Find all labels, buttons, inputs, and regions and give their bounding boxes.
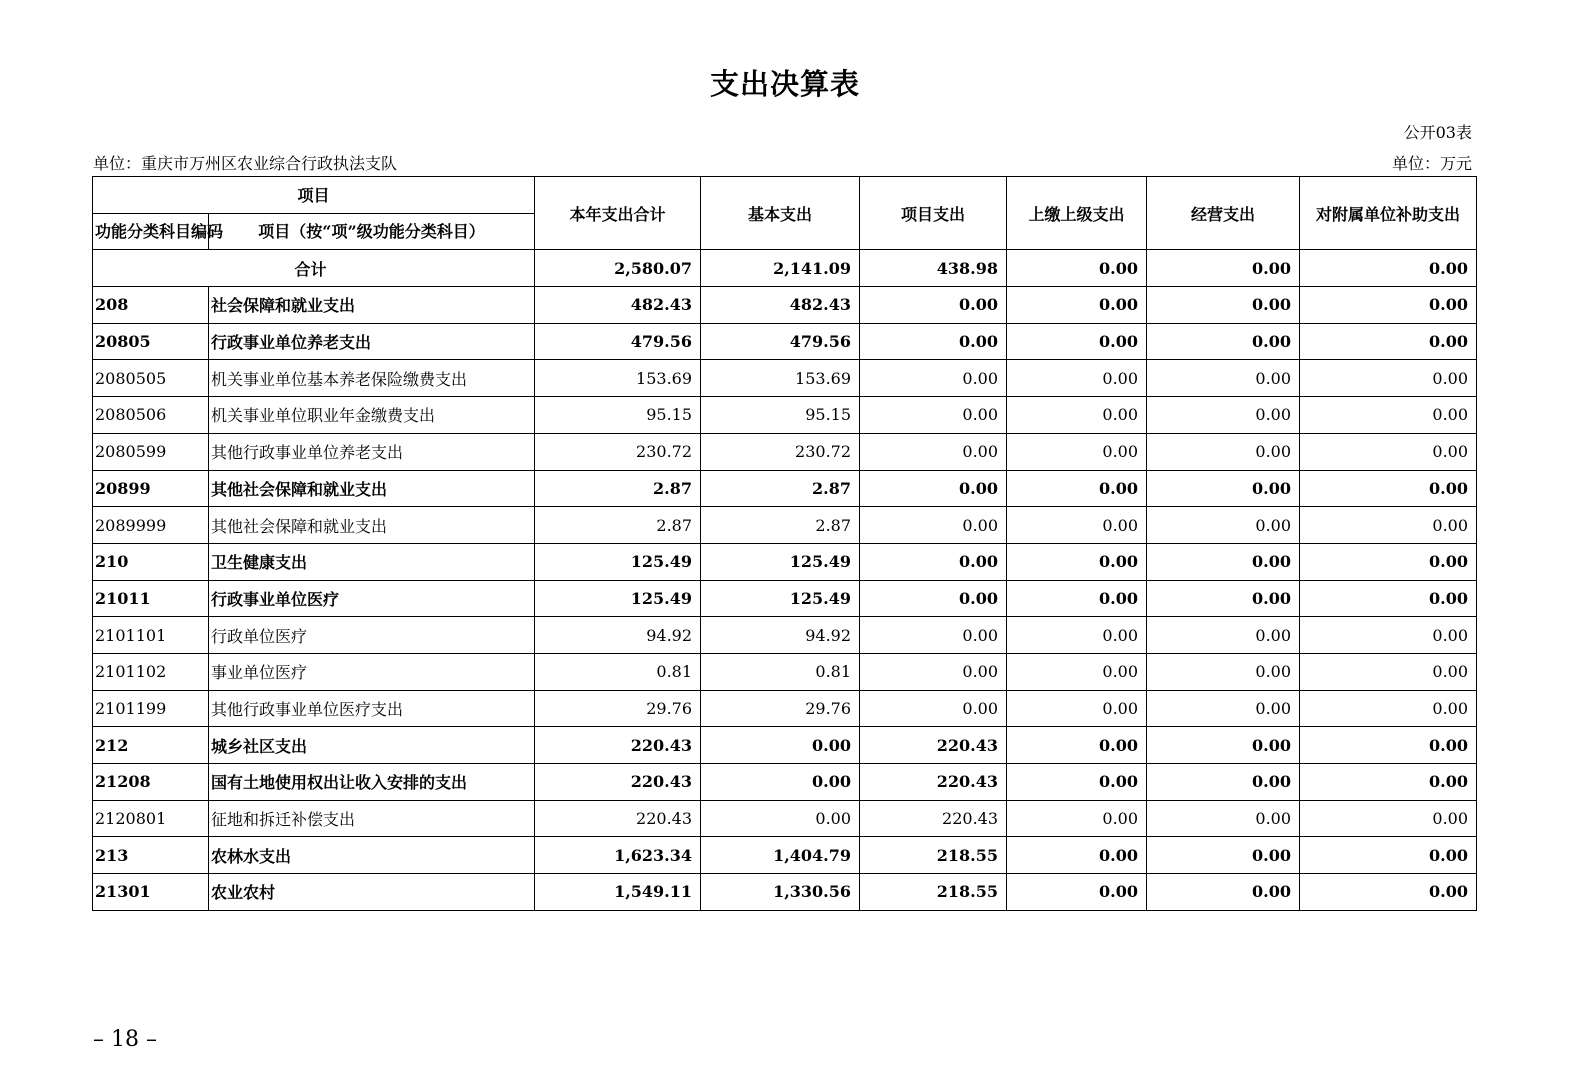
row-value: 95.15 [535, 397, 701, 434]
row-code: 2080505 [93, 360, 209, 397]
row-value: 0.00 [701, 800, 860, 837]
table-row [93, 874, 1477, 911]
row-value: 220.43 [860, 727, 1007, 764]
header-name: 项目（按“项”级功能分类科目） [209, 213, 535, 250]
row-code: 208 [93, 287, 209, 324]
row-value: 0.00 [1007, 727, 1147, 764]
row-value: 0.00 [1147, 470, 1300, 507]
row-code: 20805 [93, 323, 209, 360]
row-value: 0.00 [1147, 507, 1300, 544]
row-code: 2101102 [93, 653, 209, 690]
row-value: 2.87 [535, 470, 701, 507]
row-code: 2080599 [93, 433, 209, 470]
row-value: 0.81 [535, 653, 701, 690]
row-value: 125.49 [701, 580, 860, 617]
row-value: 0.00 [1007, 580, 1147, 617]
expenditure-table [92, 176, 1477, 911]
row-value: 29.76 [701, 690, 860, 727]
row-value: 0.00 [1147, 874, 1300, 911]
row-code: 2101101 [93, 617, 209, 654]
row-name: 国有土地使用权出让收入安排的支出 [209, 764, 535, 801]
row-name: 行政事业单位医疗 [209, 580, 535, 617]
row-value: 0.00 [1147, 323, 1300, 360]
row-value: 0.00 [1300, 507, 1477, 544]
row-value: 0.00 [1147, 580, 1300, 617]
row-value: 125.49 [701, 543, 860, 580]
table-row [93, 800, 1477, 837]
total-label: 合计 [93, 250, 535, 287]
row-value: 0.00 [1007, 360, 1147, 397]
table-row [93, 543, 1477, 580]
row-value: 218.55 [860, 837, 1007, 874]
row-value: 0.00 [1007, 433, 1147, 470]
row-value: 0.00 [1007, 653, 1147, 690]
total-cell: 0.00 [1147, 250, 1300, 287]
row-name: 卫生健康支出 [209, 543, 535, 580]
row-value: 2.87 [701, 470, 860, 507]
row-value: 220.43 [860, 800, 1007, 837]
row-name: 农业农村 [209, 874, 535, 911]
row-value: 0.00 [1007, 800, 1147, 837]
row-code: 2120801 [93, 800, 209, 837]
table-row [93, 470, 1477, 507]
row-value: 0.00 [1007, 690, 1147, 727]
row-value: 0.00 [1300, 690, 1477, 727]
row-value: 94.92 [535, 617, 701, 654]
header-subsidy: 对附属单位补助支出 [1300, 177, 1477, 250]
row-code: 21011 [93, 580, 209, 617]
row-value: 0.00 [860, 690, 1007, 727]
row-value: 0.00 [860, 507, 1007, 544]
row-name: 城乡社区支出 [209, 727, 535, 764]
row-value: 0.00 [1300, 433, 1477, 470]
table-row [93, 507, 1477, 544]
row-name: 其他行政事业单位医疗支出 [209, 690, 535, 727]
row-value: 2.87 [701, 507, 860, 544]
row-value: 0.00 [1300, 323, 1477, 360]
reporting-unit: 单位：重庆市万州区农业综合行政执法支队 [93, 154, 398, 173]
row-value: 0.00 [1147, 690, 1300, 727]
row-value: 0.00 [1300, 580, 1477, 617]
row-value: 220.43 [535, 727, 701, 764]
row-value: 0.00 [1007, 874, 1147, 911]
row-value: 0.00 [1300, 287, 1477, 324]
row-value: 0.00 [860, 617, 1007, 654]
row-value: 1,549.11 [535, 874, 701, 911]
row-value: 0.00 [1300, 800, 1477, 837]
row-value: 153.69 [701, 360, 860, 397]
table-row [93, 360, 1477, 397]
row-value: 0.00 [1147, 543, 1300, 580]
row-value: 0.00 [1147, 287, 1300, 324]
row-value: 0.00 [860, 543, 1007, 580]
row-value: 0.00 [1147, 764, 1300, 801]
row-name: 农林水支出 [209, 837, 535, 874]
row-value: 0.00 [1300, 617, 1477, 654]
total-cell: 2,580.07 [535, 250, 701, 287]
row-value: 0.00 [1300, 543, 1477, 580]
row-value: 1,404.79 [701, 837, 860, 874]
row-value: 0.00 [1007, 323, 1147, 360]
row-value: 0.00 [860, 397, 1007, 434]
row-value: 1,623.34 [535, 837, 701, 874]
row-value: 0.00 [1300, 360, 1477, 397]
row-value: 0.00 [1007, 397, 1147, 434]
row-value: 153.69 [535, 360, 701, 397]
table-row [93, 617, 1477, 654]
row-value: 0.00 [860, 580, 1007, 617]
row-name: 事业单位医疗 [209, 653, 535, 690]
table-row [93, 764, 1477, 801]
row-value: 0.00 [1300, 653, 1477, 690]
row-value: 1,330.56 [701, 874, 860, 911]
table-row [93, 433, 1477, 470]
row-value: 220.43 [535, 800, 701, 837]
row-value: 0.00 [860, 287, 1007, 324]
page-title: 支出决算表 [709, 67, 860, 101]
table-row [93, 727, 1477, 764]
row-value: 0.00 [1147, 653, 1300, 690]
row-name: 其他社会保障和就业支出 [209, 470, 535, 507]
form-number: 公开03表 [1403, 123, 1472, 142]
row-value: 0.00 [1147, 360, 1300, 397]
header-project-expense: 项目支出 [860, 177, 1007, 250]
row-code: 2089999 [93, 507, 209, 544]
header-project: 项目 [93, 177, 535, 214]
row-value: 0.00 [1300, 764, 1477, 801]
total-row [93, 250, 1477, 287]
row-code: 212 [93, 727, 209, 764]
row-value: 0.00 [1007, 617, 1147, 654]
row-value: 230.72 [701, 433, 860, 470]
row-name: 行政事业单位养老支出 [209, 323, 535, 360]
row-value: 482.43 [701, 287, 860, 324]
table-row [93, 837, 1477, 874]
row-value: 0.00 [1147, 433, 1300, 470]
row-value: 0.00 [1007, 543, 1147, 580]
row-code: 21208 [93, 764, 209, 801]
row-value: 125.49 [535, 543, 701, 580]
table-row [93, 397, 1477, 434]
total-cell: 0.00 [1007, 250, 1147, 287]
currency-unit: 单位：万元 [1391, 154, 1472, 173]
header-code: 功能分类科目编码 [93, 213, 209, 250]
row-code: 213 [93, 837, 209, 874]
row-value: 0.00 [860, 653, 1007, 690]
row-value: 0.00 [1300, 397, 1477, 434]
table-row [93, 287, 1477, 324]
row-value: 95.15 [701, 397, 860, 434]
header-business: 经营支出 [1147, 177, 1300, 250]
row-value: 0.00 [1007, 764, 1147, 801]
row-name: 机关事业单位基本养老保险缴费支出 [209, 360, 535, 397]
row-value: 0.81 [701, 653, 860, 690]
table-row [93, 690, 1477, 727]
row-value: 0.00 [1007, 507, 1147, 544]
page-number: – 18 – [93, 1027, 157, 1052]
row-code: 210 [93, 543, 209, 580]
row-value: 0.00 [701, 764, 860, 801]
row-value: 230.72 [535, 433, 701, 470]
row-value: 0.00 [860, 323, 1007, 360]
row-value: 125.49 [535, 580, 701, 617]
row-value: 0.00 [860, 360, 1007, 397]
row-code: 2080506 [93, 397, 209, 434]
row-value: 0.00 [1007, 287, 1147, 324]
row-value: 0.00 [1300, 727, 1477, 764]
row-name: 征地和拆迁补偿支出 [209, 800, 535, 837]
row-value: 0.00 [1147, 727, 1300, 764]
header-total: 本年支出合计 [535, 177, 701, 250]
row-value: 220.43 [860, 764, 1007, 801]
row-value: 2.87 [535, 507, 701, 544]
row-value: 0.00 [1300, 874, 1477, 911]
row-name: 行政单位医疗 [209, 617, 535, 654]
row-value: 0.00 [1147, 397, 1300, 434]
table-row [93, 323, 1477, 360]
row-value: 0.00 [1300, 470, 1477, 507]
row-value: 479.56 [701, 323, 860, 360]
row-value: 0.00 [1300, 837, 1477, 874]
row-value: 0.00 [860, 470, 1007, 507]
total-cell: 0.00 [1300, 250, 1477, 287]
row-code: 20899 [93, 470, 209, 507]
row-name: 机关事业单位职业年金缴费支出 [209, 397, 535, 434]
header-basic: 基本支出 [701, 177, 860, 250]
row-name: 其他社会保障和就业支出 [209, 507, 535, 544]
row-value: 218.55 [860, 874, 1007, 911]
row-name: 社会保障和就业支出 [209, 287, 535, 324]
total-cell: 438.98 [860, 250, 1007, 287]
row-value: 0.00 [1007, 837, 1147, 874]
total-cell: 2,141.09 [701, 250, 860, 287]
row-value: 220.43 [535, 764, 701, 801]
row-name: 其他行政事业单位养老支出 [209, 433, 535, 470]
row-value: 0.00 [1147, 800, 1300, 837]
row-value: 94.92 [701, 617, 860, 654]
row-value: 0.00 [1007, 470, 1147, 507]
table-row [93, 653, 1477, 690]
row-value: 0.00 [1147, 837, 1300, 874]
table-row [93, 580, 1477, 617]
row-value: 0.00 [860, 433, 1007, 470]
row-value: 479.56 [535, 323, 701, 360]
row-value: 29.76 [535, 690, 701, 727]
row-value: 0.00 [701, 727, 860, 764]
header-upper: 上缴上级支出 [1007, 177, 1147, 250]
row-value: 482.43 [535, 287, 701, 324]
row-code: 21301 [93, 874, 209, 911]
row-value: 0.00 [1147, 617, 1300, 654]
row-code: 2101199 [93, 690, 209, 727]
